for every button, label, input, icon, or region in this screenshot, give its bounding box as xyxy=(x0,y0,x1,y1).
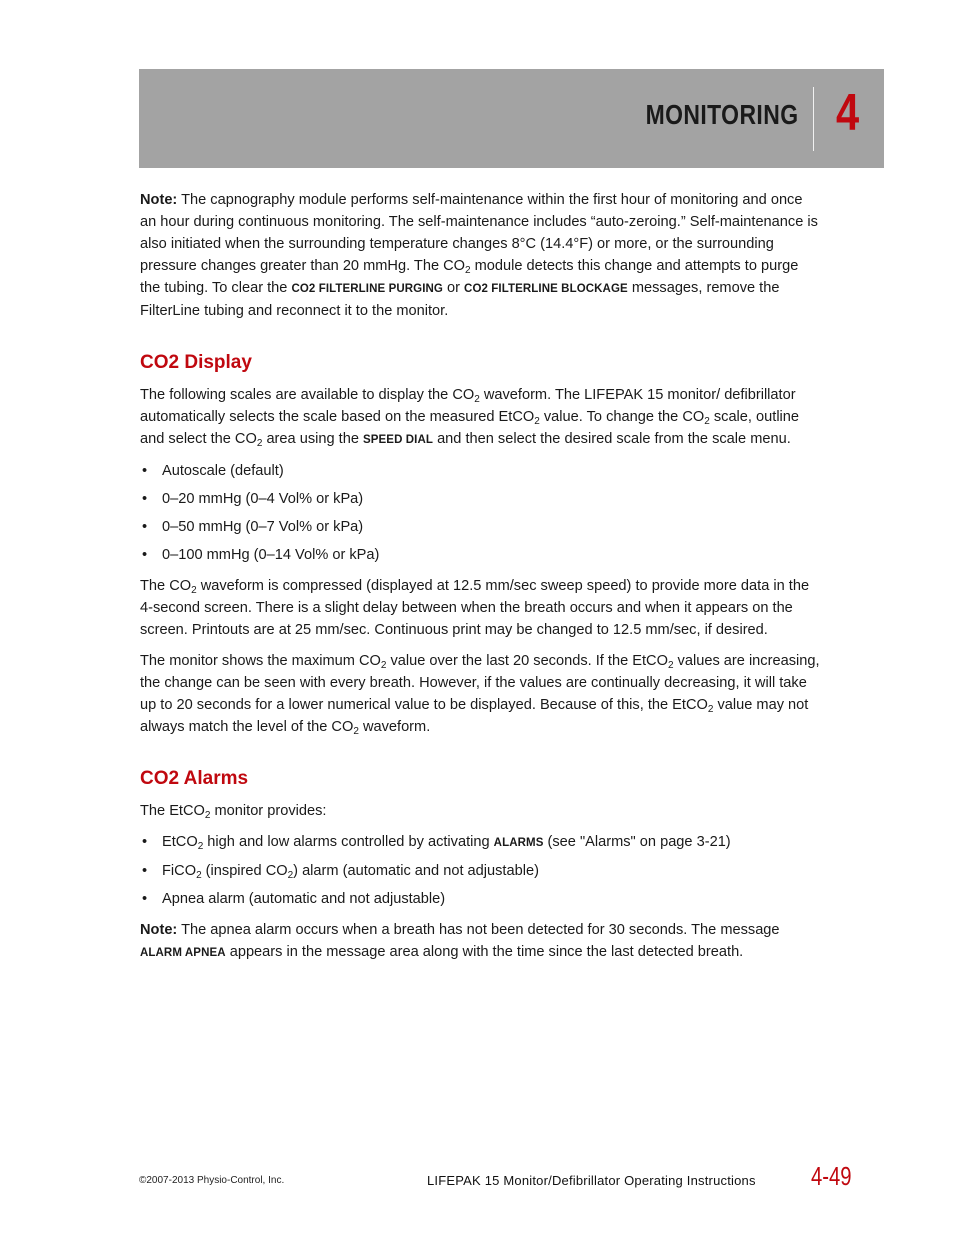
footer-copyright: ©2007-2013 Physio-Control, Inc. xyxy=(139,1175,285,1186)
footer-document-title: LIFEPAK 15 Monitor/Defibrillator Operating Instructions xyxy=(427,1173,756,1188)
paragraph-waveform: The $CO_2$ waveform is compressed (displayed at 12.5 mm/sec sweep speed) to provide more data in the 4-second screen. There is a slight delay between when the breath occurs and when it appears on the screen. Printouts are at 25 mm/sec. Continuous print may be changed to 12.5 mm/sec, if desired. xyxy=(140,578,810,638)
paragraph-scales: The following scales are available to display the $CO_2$ waveform. The LIFEPAK 15 monitor/ defibrillator automatically selects the scale based on the measured EtCO$_2$ value. To change the $CO_2$ scale, outline and select the $CO_2$ area using the SPEED DIAL and then select the desired scale from the scale menu. xyxy=(140,387,800,449)
list-item: • 0–50 mmHg (0–7 Vol% or kPa) xyxy=(140,516,820,538)
scale-list xyxy=(140,460,820,566)
list-item: • Autoscale (default) xyxy=(140,460,820,482)
message-alarm-apnea: ALARM APNEA xyxy=(140,947,226,959)
key-alarms: ALARMS xyxy=(493,837,544,849)
list-item: • Apnea alarm (automatic and not adjustable) xyxy=(140,888,820,910)
list-item: • FiCO$_2$ (inspired $CO_2$) alarm (automatic and not adjustable) xyxy=(140,860,820,882)
note-label: Note: xyxy=(140,192,178,208)
paragraph-alarms-intro: The EtCO$_2$ monitor provides: xyxy=(140,803,327,821)
list-item: • 0–100 mmHg (0–14 Vol% or kPa) xyxy=(140,544,820,566)
chapter-title: MONITORING xyxy=(645,99,798,130)
message-co2-filterline-purging: CO2 FILTERLINE PURGING xyxy=(291,283,443,295)
chapter-number: 4 xyxy=(836,84,860,142)
chapter-divider xyxy=(813,87,814,151)
key-speed-dial: SPEED DIAL xyxy=(363,434,434,446)
footer-page-number: 4-49 xyxy=(811,1161,852,1191)
paragraph-maximum: The monitor shows the maximum $CO_2$ value over the last 20 seconds. If the EtCO$_2$ values are increasing, the change can be seen with every breath. However, if the values are continually decreasing, it will take up to 20 seconds for a lower numerical value to be displayed. Because of this, the EtCO$_2$ value may not always match the level of the $CO_2$ waveform. xyxy=(140,653,820,737)
page-body xyxy=(140,189,820,973)
note-label: Note: xyxy=(140,922,178,938)
section-heading-co2-display: CO2 Display xyxy=(140,352,252,373)
section-heading-co2-alarms: CO2 Alarms xyxy=(140,768,249,789)
list-item: • 0–20 mmHg (0–4 Vol% or kPa) xyxy=(140,488,820,510)
alarm-list xyxy=(140,831,820,910)
note-paragraph: Note: The capnography module performs self-maintenance within the first hour of monitoring and once an hour during continuous monitoring. The self-maintenance includes “auto-zeroing.” Self-maintenance is also initiated when the surrounding temperature changes 8°C (14.4°F) or more, or the surrounding pressure changes greater than 20 mmHg. The $CO_2$ module detects this change and attempts to purge the tubing. To clear the CO2 FILTERLINE PURGING or CO2 FILTERLINE BLOCKAGE messages, remove the FilterLine tubing and reconnect it to the monitor. xyxy=(140,192,818,319)
list-item: • EtCO$_2$ high and low alarms controlled by activating ALARMS (see "Alarms" on page 3-21) xyxy=(140,831,820,854)
note-apnea: Note: The apnea alarm occurs when a breath has not been detected for 30 seconds. The message ALARM APNEA appears in the message area along with the time since the last detected breath. xyxy=(140,922,780,960)
chapter-header-band xyxy=(139,69,884,168)
message-co2-filterline-blockage: CO2 FILTERLINE BLOCKAGE xyxy=(464,283,628,295)
